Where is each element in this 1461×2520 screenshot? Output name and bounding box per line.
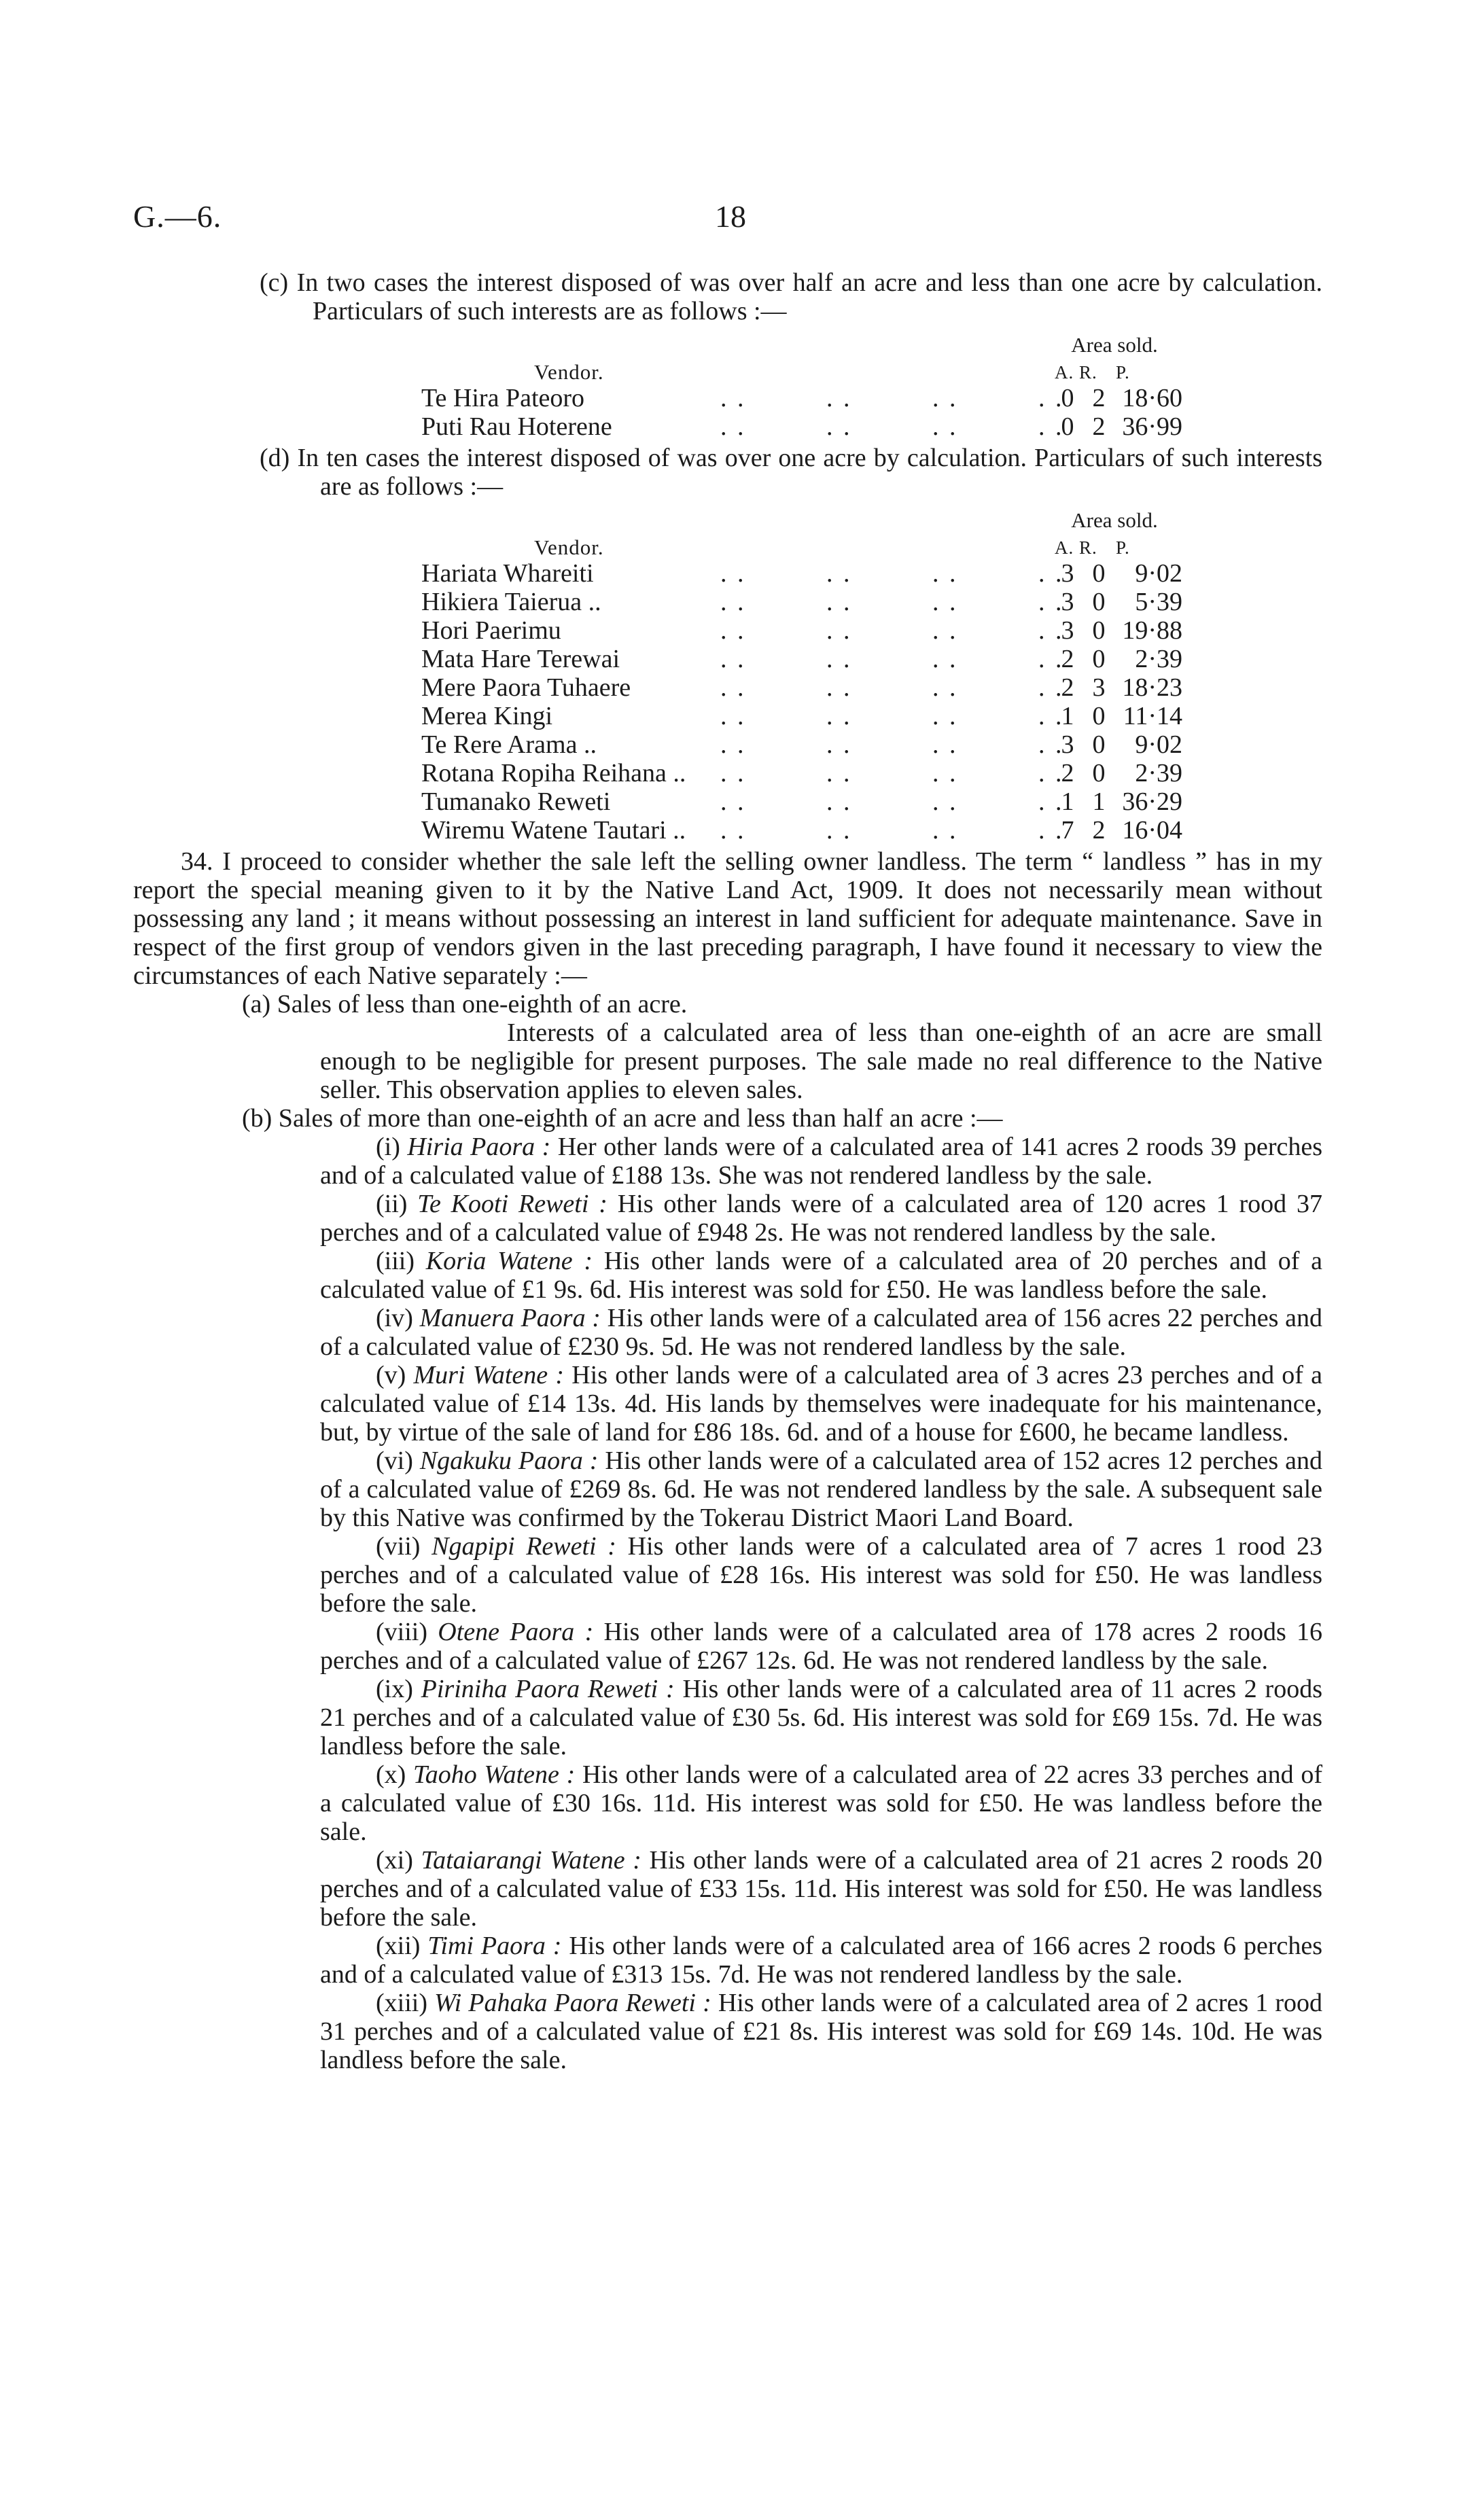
perches-value: 36·99 [1122,412,1182,441]
section-b-heading: (b) Sales of more than one-eighth of an acre and less than half an acre :— [242,1104,1003,1133]
area-sold-heading: Area sold. [1071,333,1158,357]
perches-value: 5·39 [1135,588,1182,616]
vendor-rows [421,384,1182,441]
landless-item [133,1675,1322,1760]
item-number: (v) [376,1361,406,1389]
perches-value: 2·39 [1135,759,1182,787]
vendor-name: Hariata Whareiti [421,559,594,588]
acres-value: 2 [1061,759,1074,787]
landless-item [133,1447,1322,1532]
landless-item [133,1532,1322,1618]
vendor-name: Hori Paerimu [421,616,561,645]
table-row: . . . . . . . . Te Hira Pateoro 0 2 18·60 [421,384,1182,412]
item-number: (x) [376,1760,406,1789]
page-header [133,198,1328,239]
item-number: (xii) [376,1932,421,1960]
acres-value: 2 [1061,645,1074,673]
table-column-headings [421,358,1172,384]
landless-item [133,1190,1322,1247]
item-text: Her other lands were of a calculated area of 141 acres 2 roods 39 perches and of a calculated value of £188 13s. She was not rendered landless by the sale. [320,1133,1323,1190]
paragraph-d-label: (d) [260,444,290,472]
item-number: (xi) [376,1846,413,1875]
item-number: (vi) [376,1447,413,1475]
native-name: Manuera Paora : [419,1304,601,1332]
perches-value: 9·02 [1135,559,1182,588]
unit-roods: R. [1079,362,1097,383]
item-text: His other lands were of a calculated area of 166 acres 2 roods 6 perches and of a calculated value of £313 15s. 7d. He was not rendered landless by the sale. [320,1932,1323,1989]
acres-value: 0 [1061,412,1074,441]
table-row: . . . . . . . . Merea Kingi 1 0 11·14 [421,702,1182,730]
perches-value: 11·14 [1123,702,1182,730]
table-row: . . . . . . . . Hori Paerimu 3 0 19·88 [421,616,1182,645]
perches-value: 2·39 [1135,645,1182,673]
perches-value: 18·60 [1122,384,1182,412]
native-name: Muri Watene : [413,1361,565,1389]
acres-value: 0 [1061,384,1074,412]
landless-item [133,1989,1322,2074]
roods-value: 0 [1092,616,1106,645]
roods-value: 0 [1092,588,1106,616]
roods-value: 2 [1092,816,1106,845]
vendor-heading: Vendor. [534,535,604,559]
table-row: . . . . . . . . Tumanako Reweti 1 1 36·29 [421,787,1182,816]
native-name: Koria Watene : [425,1247,593,1275]
item-text: His other lands were of a calculated area of 2 acres 1 rood 31 perches and of a calculated value of £21 8s. His interest was sold for £69 14s. 10d. He was landless before the sale. [320,1989,1323,2074]
native-name: Wi Pahaka Paora Reweti : [434,1989,711,2017]
native-name: Otene Paora : [438,1618,594,1646]
landless-item [133,1304,1322,1361]
roods-value: 3 [1092,673,1106,702]
native-name: Timi Paora : [427,1932,562,1960]
paragraph-d [133,444,1322,501]
native-name: Ngapipi Reweti : [432,1532,616,1561]
roods-value: 2 [1092,412,1106,441]
landless-item [133,1846,1322,1932]
table-row: . . . . . . . . Hariata Whareiti 3 0 9·02 [421,559,1182,588]
perches-value: 9·02 [1135,730,1182,759]
perches-value: 18·23 [1122,673,1182,702]
unit-acres: A. [1055,362,1074,383]
document-code: G.—6. [133,199,222,234]
roods-value: 0 [1092,730,1106,759]
item-text: His other lands were of a calculated area of 22 acres 33 perches and of a calculated value of £30 16s. 11d. His interest was sold for £50. He was landless before the sale. [320,1760,1323,1846]
table-row: . . . . . . . . Rotana Ropiha Reihana .. 2 0 2·39 [421,759,1182,787]
item-text: His other lands were of a calculated area of 20 perches and of a calculated value of £1 9s. 6d. His interest was sold for £50. He was landless before the sale. [320,1247,1322,1304]
vendor-name: Mere Paora Tuhaere [421,673,631,702]
acres-value: 7 [1061,816,1074,845]
vendor-name: Tumanako Reweti [421,787,611,816]
table-row: . . . . . . . . Mere Paora Tuhaere 2 3 18·23 [421,673,1182,702]
page-body [133,268,1322,2074]
vendor-name: Wiremu Watene Tautari .. [421,816,686,845]
native-name: Te Kooti Reweti : [417,1190,608,1218]
unit-acres: A. [1055,537,1074,558]
item-number: (viii) [376,1618,427,1646]
vendor-name: Puti Rau Hoterene [421,412,612,441]
acres-value: 1 [1061,702,1074,730]
perches-value: 19·88 [1122,616,1182,645]
area-sold-heading: Area sold. [1071,508,1158,532]
item-text: His other lands were of a calculated area of 178 acres 2 roods 16 perches and of a calculated value of £267 12s. 6d. He was not rendered landless by the sale. [320,1618,1323,1675]
acres-value: 3 [1061,588,1074,616]
vendor-name: Te Rere Arama .. [421,730,597,759]
vendor-heading: Vendor. [534,360,604,384]
item-number: (iii) [376,1247,415,1275]
roods-value: 0 [1092,645,1106,673]
roods-value: 0 [1092,559,1106,588]
item-number: (vii) [376,1532,421,1561]
vendor-table-c [421,331,1182,441]
item-number: (xiii) [376,1989,427,2017]
roods-value: 0 [1092,702,1106,730]
roods-value: 0 [1092,759,1106,787]
item-text: His other lands were of a calculated area of 3 acres 23 perches and of a calculated value of £14 13s. 4d. His lands by themselves were inadequate for his maintenance, but, by virtue of the sale of land for £86 18s. 6d. and of a house for £600, he became landless. [320,1361,1323,1447]
unit-perches: P. [1116,537,1130,558]
item-text: His other lands were of a calculated area of 120 acres 1 rood 37 perches and of a calculated value of £948 2s. He was not rendered landless by the sale. [320,1190,1322,1247]
table-row: . . . . . . . . Te Rere Arama .. 3 0 9·02 [421,730,1182,759]
item-number: (ii) [376,1190,408,1218]
paragraph-c-text: In two cases the interest disposed of was over half an acre and less than one acre by calculation. Particulars of such interests are as follows :— [296,268,1322,325]
acres-value: 1 [1061,787,1074,816]
native-name: Tataiarangi Watene : [421,1846,641,1875]
native-name: Taoho Watene : [413,1760,576,1789]
section-a-heading: (a) Sales of less than one-eighth of an acre. [242,990,688,1018]
vendor-name: Rotana Ropiha Reihana .. [421,759,686,787]
acres-value: 3 [1061,559,1074,588]
native-name: Piriniha Paora Reweti : [421,1675,675,1703]
perches-value: 16·04 [1122,816,1182,845]
acres-value: 2 [1061,673,1074,702]
native-name: Ngakuku Paora : [419,1447,599,1475]
vendor-name: Merea Kingi [421,702,553,730]
section-b-items [133,1133,1322,2074]
table-column-headings [421,533,1172,559]
paragraph-c-label: (c) [260,268,289,297]
landless-item [133,1932,1322,1989]
paragraph-d-text: In ten cases the interest disposed of was over one acre by calculation. Particulars of such interests are as follows :— [297,444,1322,501]
roods-value: 2 [1092,384,1106,412]
landless-item [133,1361,1322,1447]
section-a-body: Interests of a calculated area of less than one-eighth of an acre are small enough to be negligible for present purposes. The sale made no real difference to the Native seller. This observation applies to eleven sales. [320,1018,1322,1104]
item-text: His other lands were of a calculated area of 7 acres 1 rood 23 perches and of a calculated value of £28 16s. His interest was sold for £50. He was landless before the sale. [320,1532,1323,1618]
item-text: His other lands were of a calculated area of 11 acres 2 roods 21 perches and of a calculated value of £30 5s. 6d. His interest was sold for £69 15s. 7d. He was landless before the sale. [320,1675,1323,1760]
item-number: (ix) [376,1675,413,1703]
vendor-name: Hikiera Taierua .. [421,588,601,616]
landless-item [133,1760,1322,1846]
table-row: . . . . . . . . Wiremu Watene Tautari .. 7 2 16·04 [421,816,1182,845]
landless-item [133,1618,1322,1675]
vendor-name: Te Hira Pateoro [421,384,585,412]
acres-value: 3 [1061,616,1074,645]
unit-perches: P. [1116,362,1130,383]
vendor-name: Mata Hare Terewai [421,645,620,673]
item-number: (i) [376,1133,400,1161]
table-row: . . . . . . . . Mata Hare Terewai 2 0 2·39 [421,645,1182,673]
vendor-rows [421,559,1182,845]
perches-value: 36·29 [1122,787,1182,816]
unit-roods: R. [1079,537,1097,558]
paragraph-34: 34. I proceed to consider whether the sale left the selling owner landless. The term “ landless ” has in my report the special meaning given to it by the Native Land Act, 1909. It does not necessarily mean without possessing any land ; it means without possessing an interest in land sufficient for adequate maintenance. Save in respect of the first group of vendors given in the last preceding paragraph, I have found it necessary to view the circumstances of each Native separately :— [133,847,1322,990]
item-text: His other lands were of a calculated area of 152 acres 12 perches and of a calculated value of £269 8s. 6d. He was not rendered landless by the sale. A subsequent sale by this Native was confirmed by the Tokerau District Maori Land Board. [320,1447,1323,1532]
item-text: His other lands were of a calculated area of 156 acres 22 perches and of a calculated value of £230 9s. 5d. He was not rendered landless by the sale. [320,1304,1322,1361]
roods-value: 1 [1092,787,1106,816]
vendor-table-d [421,506,1182,845]
landless-item [133,1247,1322,1304]
table-row: . . . . . . . . Puti Rau Hoterene 0 2 36·99 [421,412,1182,441]
table-row: . . . . . . . . Hikiera Taierua .. 3 0 5·39 [421,588,1182,616]
item-number: (iv) [376,1304,413,1332]
paragraph-c [133,268,1322,325]
native-name: Hiria Paora : [407,1133,551,1161]
page-number: 18 [715,199,746,234]
landless-item [133,1133,1322,1190]
item-text: His other lands were of a calculated area of 21 acres 2 roods 20 perches and of a calculated value of £33 15s. 11d. His interest was sold for £50. He was landless before the sale. [320,1846,1322,1932]
acres-value: 3 [1061,730,1074,759]
